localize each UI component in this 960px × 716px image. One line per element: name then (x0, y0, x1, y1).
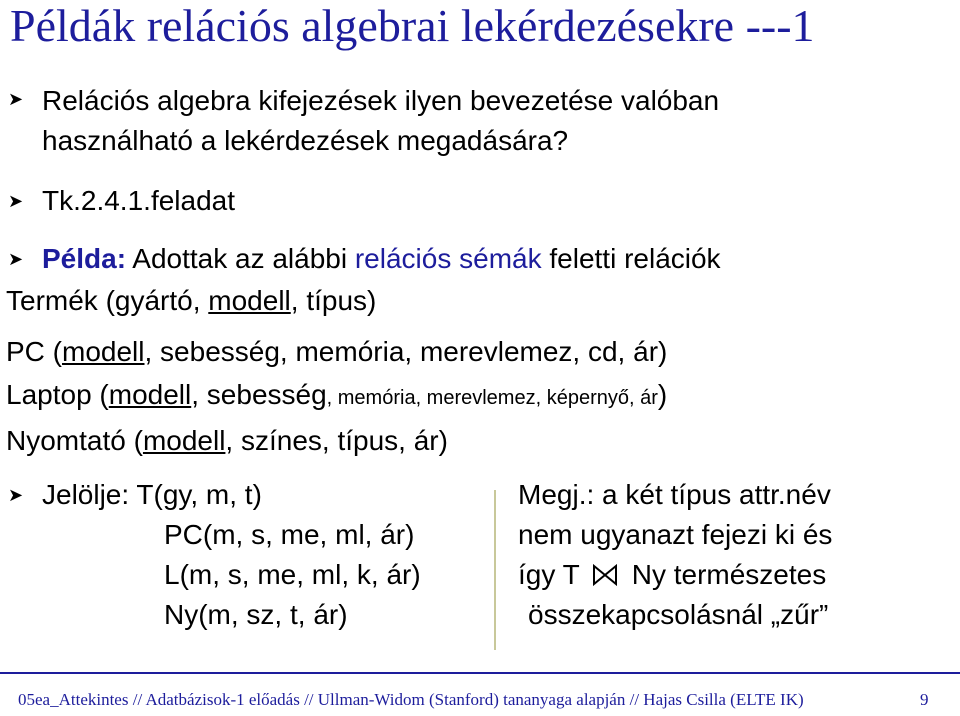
notation-laptop: L(m, s, me, ml, k, ár) (164, 559, 421, 590)
schema-open: (gyártó, (97, 285, 209, 316)
note-line-3-a: így T (518, 559, 580, 590)
notation-nyomtato: Ny(m, sz, t, ár) (164, 599, 348, 630)
schema-nyomtato (6, 424, 448, 458)
natural-join-bowtie-icon (592, 560, 618, 594)
vertical-separator (494, 490, 496, 650)
schema-open: ( (125, 425, 143, 456)
schema-name: Nyomtató (6, 425, 126, 456)
schema-name: Termék (6, 285, 98, 316)
schema-close: ) (657, 379, 668, 410)
note-line-4: összekapcsolásnál „zűr” (528, 599, 829, 630)
note-line-2: nem ugyanazt fejezi ki és (518, 519, 833, 550)
schema-attributes: , színes, típus, ár) (225, 425, 448, 456)
note-line-3-b: Ny természetes (631, 559, 827, 590)
schema-attributes: , típus) (290, 285, 377, 316)
schema-key: modell (108, 379, 192, 410)
bullet-3-part-b: feletti relációk (541, 243, 721, 274)
bullet-2-text: Tk.2.4.1.feladat (42, 185, 236, 216)
schema-open: ( (44, 336, 63, 367)
example-label: Példa: (42, 243, 127, 274)
footer-rule (0, 672, 960, 674)
schema-open: ( (91, 379, 109, 410)
schema-name: PC (6, 336, 45, 367)
schema-key: modell (62, 336, 145, 367)
bullet-1-line-1: Relációs algebra kifejezések ilyen bevezetése valóban (42, 85, 720, 116)
schema-key: modell (142, 425, 226, 456)
arrowhead-bullet-icon: ➤ (8, 249, 24, 269)
arrowhead-bullet-icon: ➤ (8, 191, 24, 211)
arrowhead-bullet-icon: ➤ (8, 89, 24, 109)
notation-pc: PC(m, s, me, ml, ár) (164, 519, 415, 550)
schema-name: Laptop (6, 379, 92, 410)
note-line-1: Megj.: a két típus attr.név (518, 479, 831, 510)
notation-label: Jelölje: T(gy, m, t) (42, 479, 262, 510)
schema-attributes: , sebesség (191, 379, 327, 410)
schema-attributes-small: , memória, merevlemez, képernyő, ár (326, 387, 658, 409)
schema-key: modell (208, 285, 291, 316)
schema-pc (6, 335, 667, 369)
relational-schemas-term: relációs sémák (354, 243, 542, 274)
bullet-3-text (42, 242, 721, 276)
page-number: 9 (920, 690, 929, 709)
note-line-3 (518, 558, 826, 594)
bullet-3-part-a: Adottak az alábbi (126, 243, 355, 274)
schema-laptop (6, 378, 667, 415)
bullet-1-line-2: használható a lekérdezések megadására? (42, 125, 569, 156)
slide-title: Példák relációs algebrai lekérdezésekre ---1 (10, 0, 815, 51)
footer-text: 05ea_Attekintes // Adatbázisok-1 előadás // Ullman-Widom (Stanford) tananyaga alapján // Hajas Csilla (ELTE IK) (18, 690, 804, 709)
schema-termek (6, 284, 376, 318)
arrowhead-bullet-icon: ➤ (8, 485, 24, 505)
schema-attributes: , sebesség, memória, merevlemez, cd, ár) (144, 336, 668, 367)
